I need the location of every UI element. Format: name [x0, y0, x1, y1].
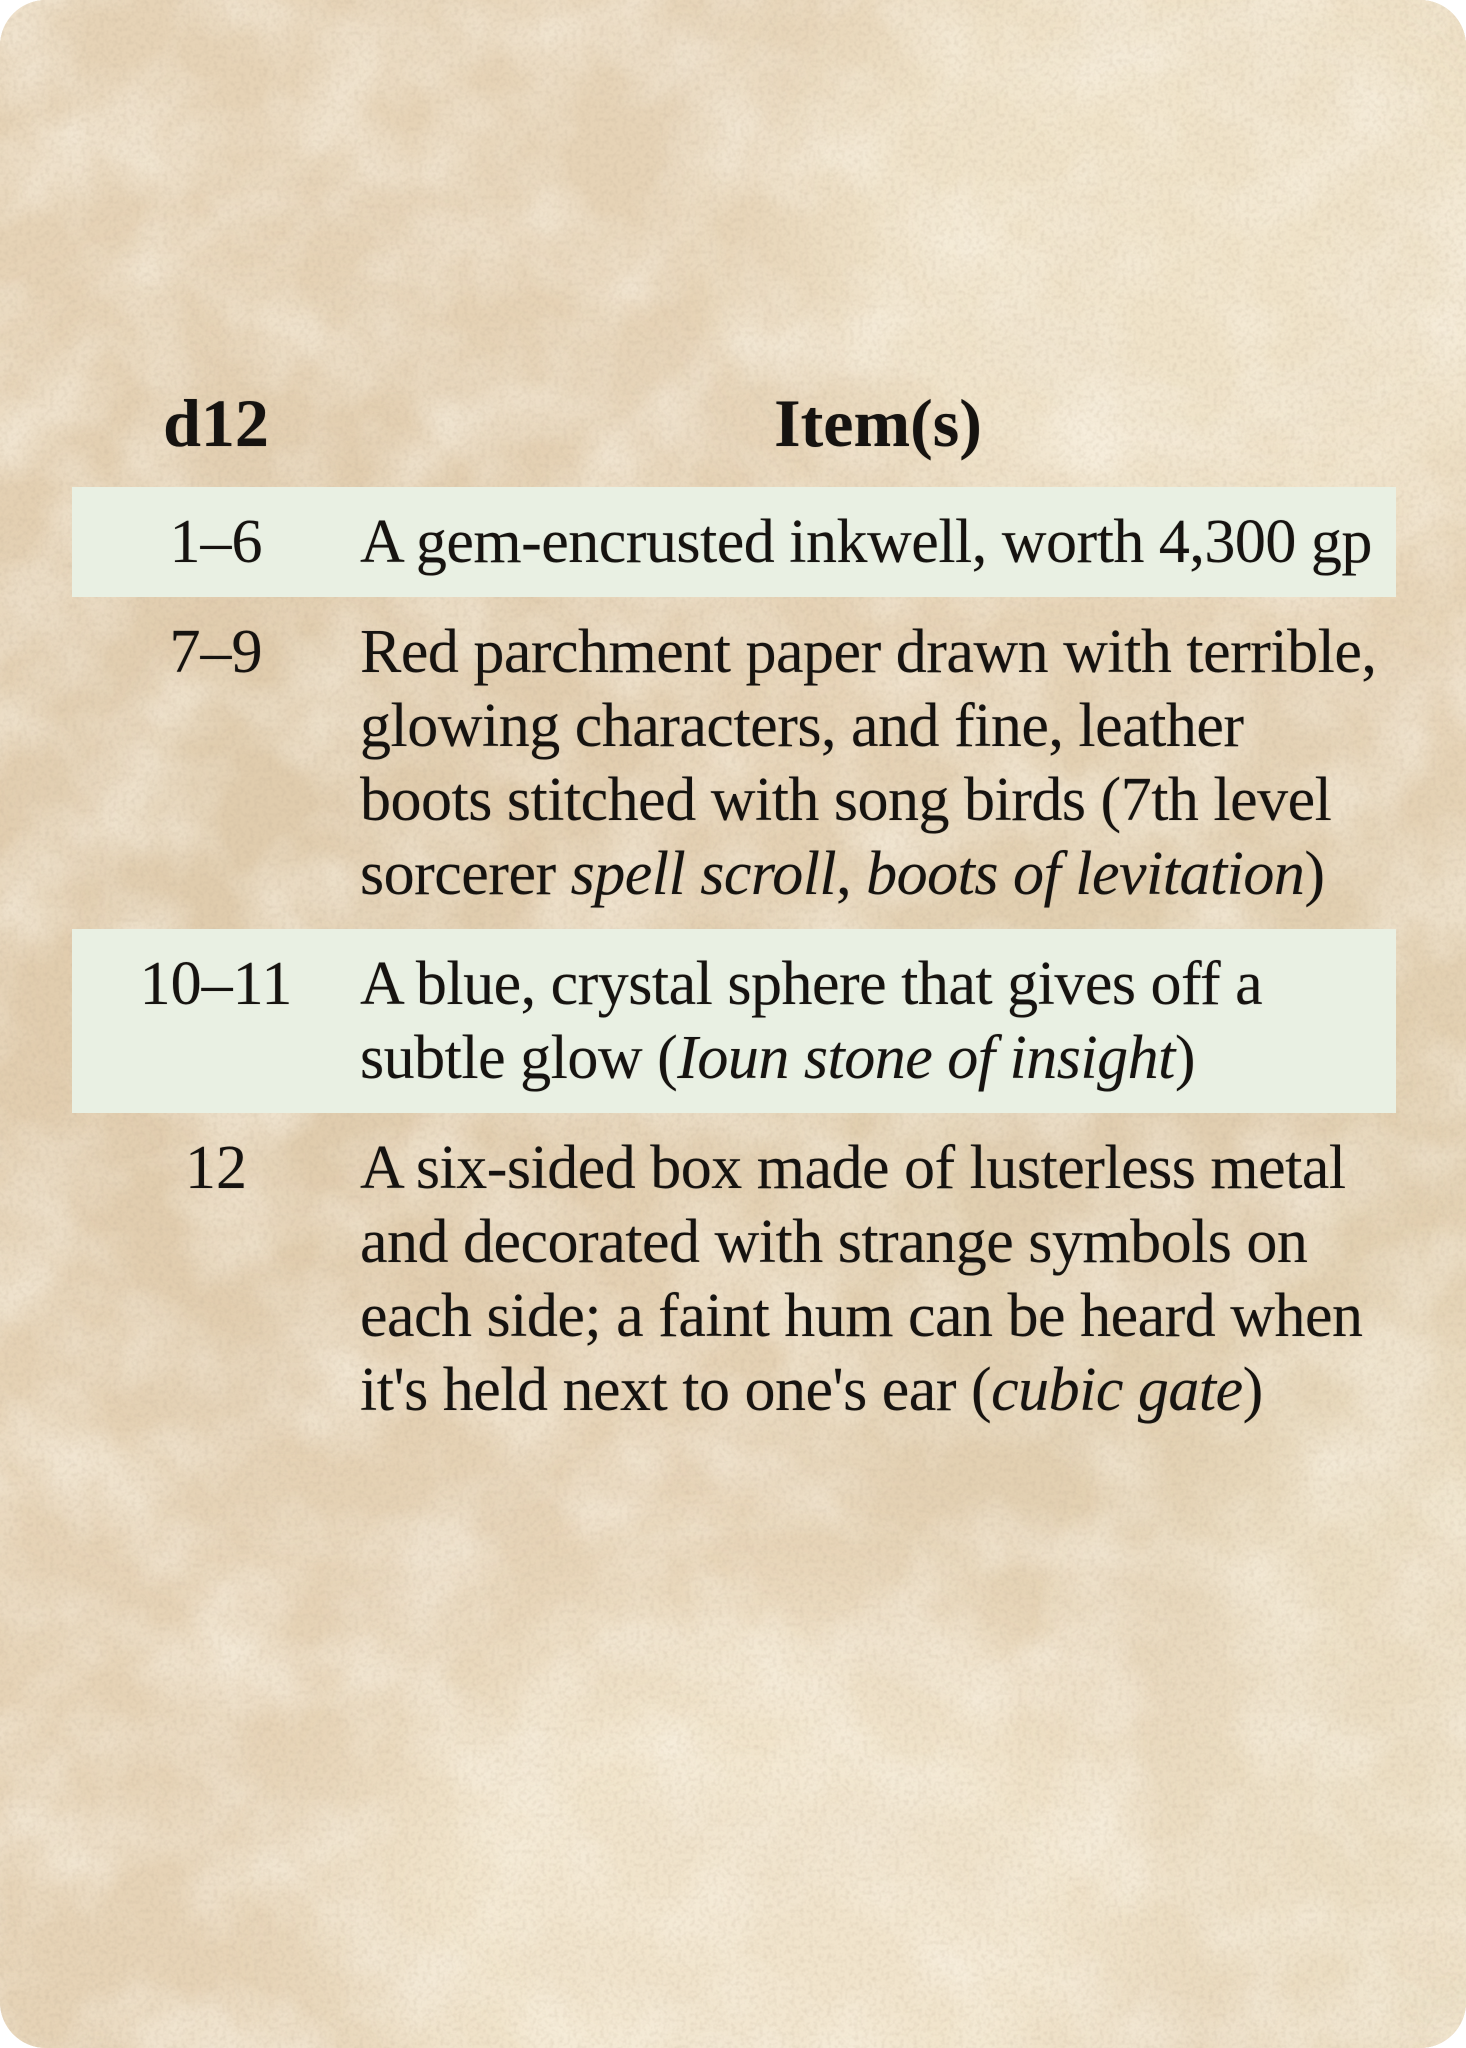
item-text-segment: ,: [836, 840, 867, 908]
column-header-d12: d12: [163, 385, 269, 461]
item-description: [360, 947, 1396, 1095]
item-text-segment: A gem-encrusted inkwell, worth 4,300 gp: [360, 508, 1372, 576]
die-range: 7–9: [169, 618, 263, 686]
table-row-7-9: [72, 597, 1396, 929]
item-text-segment: ): [1304, 840, 1325, 908]
item-text-segment: Red parchment paper drawn with terrible, glowing characters, and fine, leather boots stitched with song birds (7th level sorcerer: [360, 618, 1377, 908]
item-text-segment-italic: spell scroll: [570, 840, 837, 908]
item-text-segment: A blue, crystal sphere that gives off a subtle glow (: [360, 950, 1263, 1092]
loot-table: [72, 383, 1396, 1445]
table-row-1-6: [72, 487, 1396, 597]
die-range: 1–6: [169, 508, 263, 576]
item-description: [360, 1131, 1396, 1427]
die-range: 10–11: [139, 950, 293, 1018]
column-header-items: Item(s): [774, 385, 982, 461]
table-row-10-11: [72, 929, 1396, 1113]
table-header: [72, 383, 1396, 463]
table-row-12: [72, 1113, 1396, 1445]
item-text-segment: ): [1174, 1024, 1195, 1092]
item-text-segment: ): [1242, 1356, 1263, 1424]
item-text-segment-italic: cubic gate: [991, 1356, 1243, 1424]
item-description: [360, 505, 1396, 579]
die-range: 12: [185, 1134, 247, 1202]
item-text-segment-italic: Ioun stone of insight: [677, 1024, 1175, 1092]
item-description: [360, 615, 1396, 911]
item-text-segment-italic: boots of levitation: [866, 840, 1305, 908]
item-text-segment: A six-sided box made of lusterless metal and decorated with strange symbols on each side; a faint hum can be heard when it's held next to one's ear (: [360, 1134, 1363, 1424]
